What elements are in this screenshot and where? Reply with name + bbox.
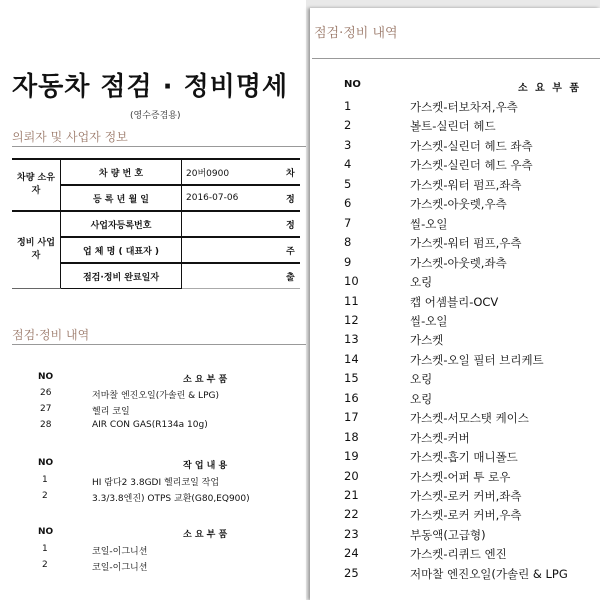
list-item: 가스켓-터보차저,우측 (410, 100, 518, 114)
list-item: 가스켓-서모스탯 케이스 (410, 411, 529, 426)
list-item: 가스켓-아웃렛,좌측 (410, 255, 507, 270)
field-label: 업 체 명 ( 대표자 ) (61, 237, 182, 263)
list-item-no: 1 (42, 544, 48, 554)
right-document-page (310, 8, 600, 600)
list-item: 가스켓 (410, 333, 444, 348)
list-item-no: 5 (344, 176, 352, 191)
field-value (182, 263, 283, 289)
list-item: 가스켓-실린더 헤드 좌측 (410, 138, 533, 153)
list-item: 코일-이그니션 (92, 563, 148, 573)
list-item-no: 25 (344, 565, 359, 580)
section-rule (12, 146, 306, 147)
list-item: 가스켓-커버 (410, 430, 470, 445)
list-item: 가스켓-어퍼 투 로우 (410, 469, 511, 484)
list-item: 가스켓-아웃렛,우측 (410, 197, 507, 212)
field-value (182, 237, 283, 263)
list-item-no: 19 (344, 449, 359, 464)
field-value: 2016-07-06 (182, 185, 283, 211)
list-item-no: 26 (40, 388, 52, 398)
list-item-no: 9 (344, 254, 352, 269)
list-item-no: 22 (344, 507, 359, 522)
field-label: 사업자등록번호 (61, 211, 182, 237)
list-item: HI 람다2 3.8GDI 헬리코일 작업 (92, 478, 220, 488)
list-item: 가스켓-리퀴드 엔진 (410, 547, 507, 562)
list-item: 저마찰 엔진오일(가솔린 & LPG) (92, 391, 219, 401)
list-item: 오링 (410, 275, 433, 290)
list-item-no: 18 (344, 429, 359, 444)
field-label: 점검·정비 완료일자 (61, 263, 182, 289)
list-item-no: 8 (344, 235, 352, 250)
parts-header-no: NO (38, 372, 54, 382)
list-item-no: 28 (40, 420, 52, 430)
list-item: 가스켓-워터 펌프,우측 (410, 236, 522, 251)
document-title: 자동차 점검 · 정비명세 (12, 72, 289, 102)
section-title-requester: 의뢰자 및 사업자 정보 (12, 130, 128, 144)
field-cut-label: 출 (282, 263, 300, 289)
work-header-no: NO (38, 458, 54, 468)
list-item-no: 4 (344, 157, 352, 172)
list-item: 가스켓-워터 펌프,좌측 (410, 177, 522, 192)
list-item: 오링 (410, 391, 433, 406)
list-item: 3.3/3.8엔진) OTPS 교환(G80,EQ900) (92, 494, 250, 504)
section-rule (12, 344, 306, 345)
work-header-label: 작 업 내 용 (183, 461, 228, 471)
list-item-no: 1 (42, 475, 48, 485)
list-item-no: 23 (344, 526, 359, 541)
parts2-header-label: 소 요 부 품 (183, 530, 228, 540)
list-item: 씰-오일 (410, 313, 448, 328)
list-item-no: 12 (344, 312, 359, 327)
list-item: 캡 어셈블리-OCV (410, 294, 499, 309)
list-item: 오링 (410, 372, 433, 387)
list-item-no: 13 (344, 332, 359, 347)
owner-role-label: 차량 소유자 (12, 159, 61, 211)
list-item: 볼트-실린더 헤드 (410, 119, 496, 134)
section-title-maintenance: 점검·정비 내역 (12, 328, 90, 342)
parts-header-label: 소 요 부 품 (183, 375, 228, 385)
list-item: 헬리 코일 (92, 407, 130, 417)
list-item-no: 14 (344, 351, 359, 366)
requester-info-table (12, 158, 300, 289)
section-title-maintenance-right: 점검·정비 내역 (314, 26, 398, 41)
list-item: 가스켓-흡기 매니폴드 (410, 450, 518, 465)
list-item: 가스켓-로커 커버,좌측 (410, 489, 522, 503)
document-subtitle: (영수증겸용) (130, 111, 181, 121)
table-row (12, 159, 300, 185)
field-label: 등 록 년 월 일 (61, 185, 182, 211)
list-item: 저마찰 엔진오일(가솔린 & LPG (410, 566, 568, 581)
parts2-header-no: NO (38, 527, 54, 537)
list-item-no: 20 (344, 468, 359, 483)
field-value (182, 211, 283, 237)
list-item-no: 6 (344, 196, 352, 211)
field-cut-label: 정 (282, 185, 300, 211)
field-cut-label: 주 (282, 237, 300, 263)
list-item-no: 27 (40, 404, 52, 414)
list-item-no: 1 (344, 99, 352, 113)
list-item-no: 2 (42, 491, 48, 501)
list-item-no: 7 (344, 215, 352, 230)
list-item-no: 24 (344, 546, 359, 561)
right-header-label: 소 요 부 품 (518, 83, 582, 94)
field-cut-label: 차 (282, 159, 300, 185)
list-item-no: 2 (344, 118, 352, 133)
list-item-no: 17 (344, 410, 359, 425)
list-item: 부동액(고급형) (410, 527, 486, 542)
table-row (12, 211, 300, 237)
list-item-no: 11 (344, 293, 359, 308)
list-item-no: 10 (344, 274, 359, 289)
biz-role-label: 정비 사업자 (12, 211, 61, 289)
list-item: 가스켓-로커 커버,우측 (410, 508, 522, 523)
right-header-no: NO (344, 79, 361, 90)
field-value: 20버0900 (182, 159, 283, 185)
list-item-no: 3 (344, 137, 352, 152)
list-item: 가스켓-실린더 헤드 우측 (410, 158, 533, 173)
list-item-no: 2 (42, 560, 48, 570)
list-item-no: 16 (344, 390, 359, 405)
list-item-no: 15 (344, 371, 359, 386)
list-item: 코일-이그니션 (92, 547, 148, 557)
field-label: 차 량 번 호 (61, 159, 182, 185)
section-rule (312, 58, 600, 59)
list-item: 가스켓-오일 필터 브리케트 (410, 352, 544, 367)
field-cut-label: 정 (282, 211, 300, 237)
list-item: AIR CON GAS(R134a 10g) (92, 420, 208, 430)
list-item: 씰-오일 (410, 216, 448, 231)
list-item-no: 21 (344, 488, 359, 502)
